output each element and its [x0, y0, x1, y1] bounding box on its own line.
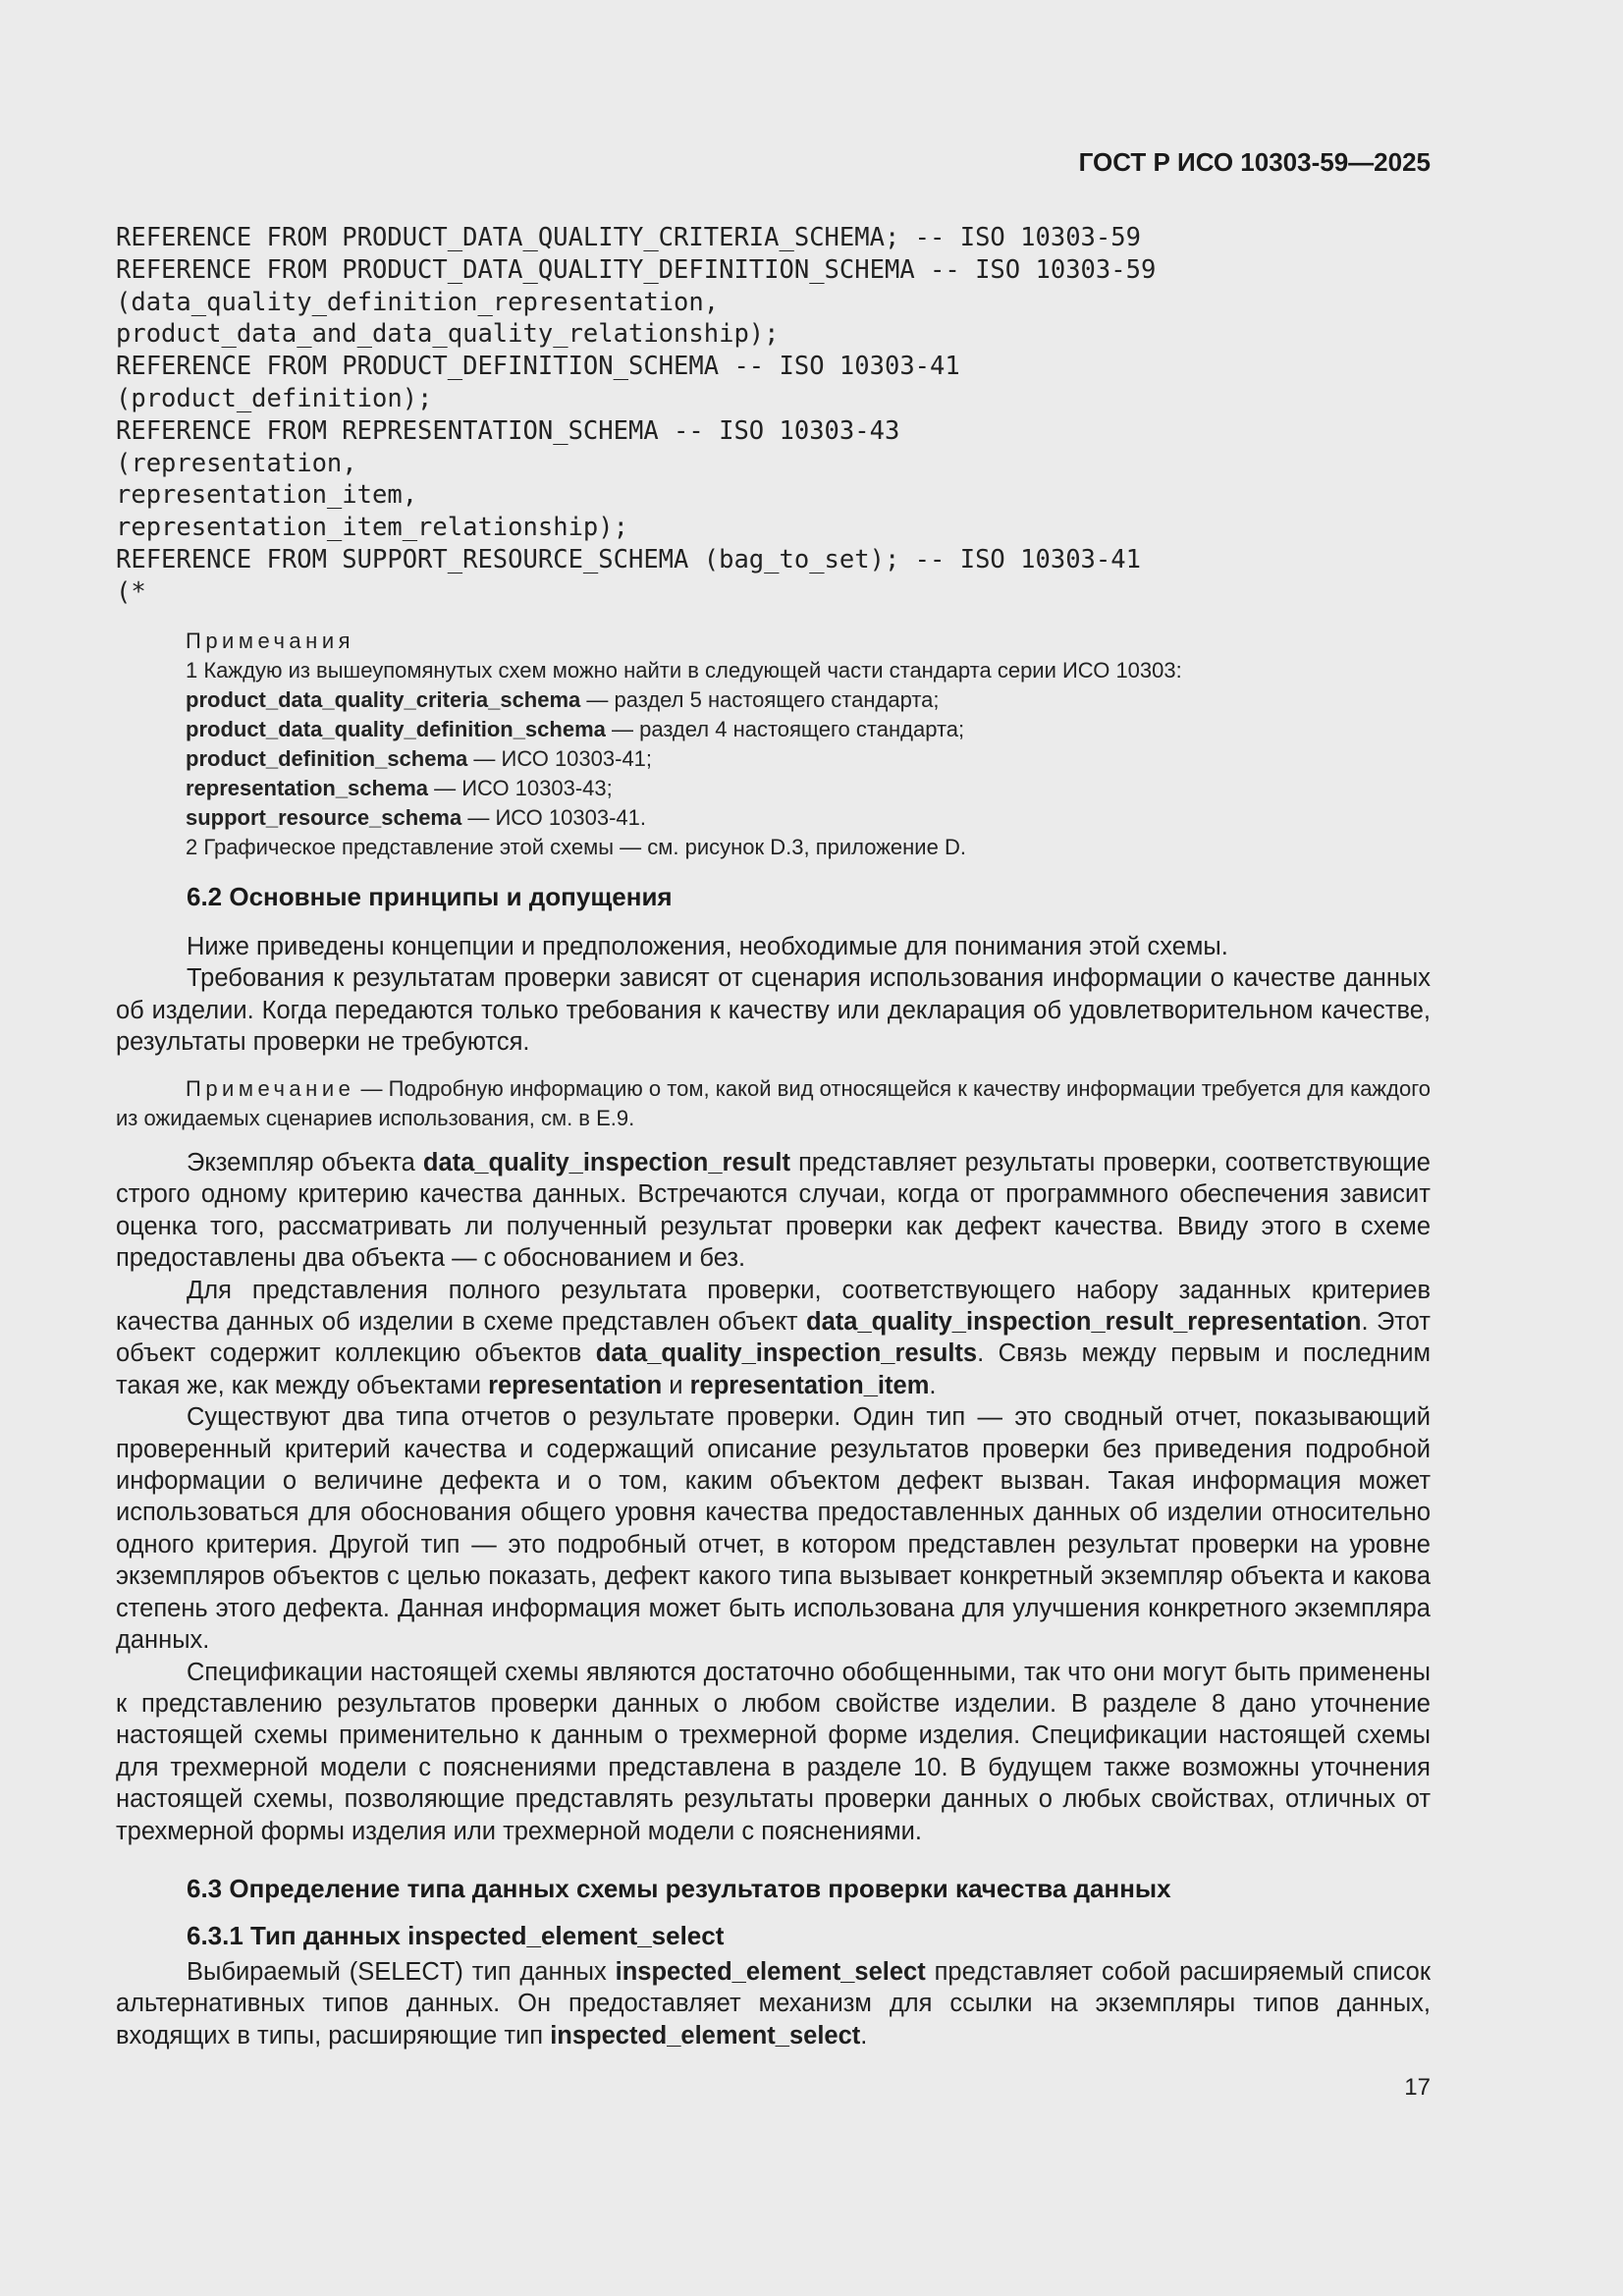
text-run: Для представления полного результата проверки, соответствующего набору заданных критериев качества данных об изделии в схеме представлен объект	[116, 1276, 1431, 1337]
schema-ref: — раздел 5 настоящего стандарта;	[580, 687, 940, 712]
entity-name: representation	[488, 1371, 663, 1399]
schema-name: product_definition_schema	[186, 746, 468, 771]
note-line-1: 1 Каждую из вышеупомянутых схем можно найти в следующей части стандарта серии ИСО 10303:	[186, 658, 1182, 683]
text-run: . Связь между первым и последним такая же, как между объектами	[116, 1339, 1431, 1399]
entity-name: data_quality_inspection_result_representation	[806, 1308, 1362, 1337]
note-schema-item	[186, 774, 1433, 803]
note-paragraph	[116, 1074, 1431, 1133]
entity-name: data_quality_inspection_results	[595, 1339, 978, 1368]
section-6-2-body	[116, 1147, 1431, 1847]
paragraph	[116, 1956, 1431, 2051]
document-header: ГОСТ Р ИСО 10303-59—2025	[1078, 147, 1431, 177]
schema-name: representation_schema	[186, 776, 428, 800]
section-6-2-intro	[116, 931, 1431, 1059]
entity-name: inspected_element_select	[550, 2021, 861, 2050]
express-code-block	[116, 222, 1432, 609]
note-line-2: 2 Графическое представление этой схемы — см. рисунок D.3, приложение D.	[186, 835, 966, 859]
schema-name: product_data_quality_criteria_schema	[186, 687, 581, 712]
paragraph: Ниже приведены концепции и предположения, необходимые для понимания этой схемы.	[187, 933, 1228, 960]
note-text: — Подробную информацию о том, какой вид относящейся к качеству информации требуется для каждого из ожидаемых сценариев использования, см. в Е.9.	[116, 1076, 1431, 1130]
entity-name: data_quality_inspection_result	[422, 1149, 790, 1176]
code-line: REFERENCE FROM SUPPORT_RESOURCE_SCHEMA (bag_to_set); -- ISO 10303-41	[116, 544, 1141, 574]
note-schema-item	[186, 685, 1433, 715]
code-line: REFERENCE FROM PRODUCT_DATA_QUALITY_DEFINITION_SCHEMA -- ISO 10303-59	[116, 254, 1157, 285]
paragraph: Существуют два типа отчетов о результате проверки. Один тип — это сводный отчет, показывающий проверенный критерий качества и содержащий описание результатов проверки без приведения подробной информации о величине дефекта и о том, каким объектом дефект вызван. Такая информация может использоваться для обоснования общего уровня качества предоставленных данных об изделии относительно одного критерия. Другой тип — это подробный отчет, в котором представлен результат проверки на уровне экземпляров объектов с целью показать, дефект какого типа вызывает конкретный экземпляр объекта и какова степень этого дефекта. Данная информация может быть использована для улучшения конкретного экземпляра данных.	[116, 1403, 1431, 1655]
text-run: и	[662, 1371, 690, 1399]
schema-ref: — раздел 4 настоящего стандарта;	[605, 717, 965, 741]
note-schema-item	[186, 715, 1433, 744]
schema-name: product_data_quality_definition_schema	[186, 717, 606, 741]
text-run: .	[860, 2021, 868, 2050]
schema-ref: — ИСО 10303-43;	[428, 776, 613, 800]
text-run: Выбираемый (SELECT) тип данных	[187, 1958, 616, 1986]
note-block	[116, 1074, 1431, 1133]
paragraph: Спецификации настоящей схемы являются достаточно обобщенными, так что они могут быть применены к представлению результатов проверки данных о любом свойстве изделии. В разделе 8 дано уточнение настоящей схемы применительно к данным о трехмерной форме изделия. Спецификации настоящей схемы для трехмерной модели с пояснениями представлена в разделе 10. В будущем также возможны уточнения настоящей схемы, позволяющие представлять результаты проверки данных о любых свойствах, отличных от трехмерной формы изделия или трехмерной модели с пояснениями.	[116, 1658, 1431, 1845]
text-run: . Этот объект содержит коллекцию объектов	[116, 1308, 1431, 1368]
note-label: Примечание	[186, 1076, 355, 1101]
paragraph	[116, 1275, 1431, 1402]
code-line: product_data_and_data_quality_relationship);	[116, 319, 780, 350]
code-line: representation_item_relationship);	[116, 513, 628, 543]
schema-ref: — ИСО 10303-41.	[461, 805, 646, 830]
text-run: .	[929, 1371, 937, 1399]
page-number: 17	[1404, 2074, 1431, 2101]
section-6-3-1-body	[116, 1956, 1431, 2051]
section-6-3-heading: 6.3 Определение типа данных схемы результатов проверки качества данных	[187, 1874, 1171, 1903]
code-line: (data_quality_definition_representation,	[116, 287, 720, 317]
notes-block	[186, 627, 1433, 862]
text-run: Экземпляр объекта	[187, 1149, 423, 1176]
paragraph	[116, 1147, 1431, 1275]
code-line: REFERENCE FROM REPRESENTATION_SCHEMA -- ISO 10303-43	[116, 415, 900, 446]
text-run: представляет результаты проверки, соответствующие строго одному критерию качества данных. Встречаются случаи, когда от программного обеспечения зависит оценка того, рассматривать ли полученный результат проверки как дефект качества. Ввиду этого в схеме предоставлены два объекта — с обоснованием и без.	[116, 1149, 1431, 1273]
code-line: (representation,	[116, 448, 357, 478]
entity-name: inspected_element_select	[615, 1958, 926, 1986]
section-6-2-heading: 6.2 Основные принципы и допущения	[187, 882, 673, 911]
code-line: representation_item,	[116, 480, 418, 511]
note-schema-item	[186, 744, 1433, 774]
notes-title: Примечания	[186, 629, 355, 653]
code-line: (product_definition);	[116, 383, 433, 413]
code-line: REFERENCE FROM PRODUCT_DATA_QUALITY_CRITERIA_SCHEMA; -- ISO 10303-59	[116, 223, 1141, 252]
code-line: (*	[116, 576, 146, 607]
text-run: представляет собой расширяемый список альтернативных типов данных. Он предоставляет механизм для ссылки на экземпляры типов данных, входящих в типы, расширяющие тип	[116, 1958, 1431, 2050]
section-6-3-1-heading: 6.3.1 Тип данных inspected_element_select	[187, 1921, 725, 1950]
code-line: REFERENCE FROM PRODUCT_DEFINITION_SCHEMA -- ISO 10303-41	[116, 352, 960, 382]
schema-ref: — ИСО 10303-41;	[467, 746, 653, 771]
entity-name: representation_item	[689, 1371, 930, 1399]
note-schema-item	[186, 803, 1433, 833]
schema-name: support_resource_schema	[186, 805, 462, 830]
paragraph: Требования к результатам проверки зависят от сценария использования информации о качестве данных об изделии. Когда передаются только требования к качеству или декларация об удовлетворительном качестве, результаты проверки не требуются.	[116, 964, 1431, 1057]
